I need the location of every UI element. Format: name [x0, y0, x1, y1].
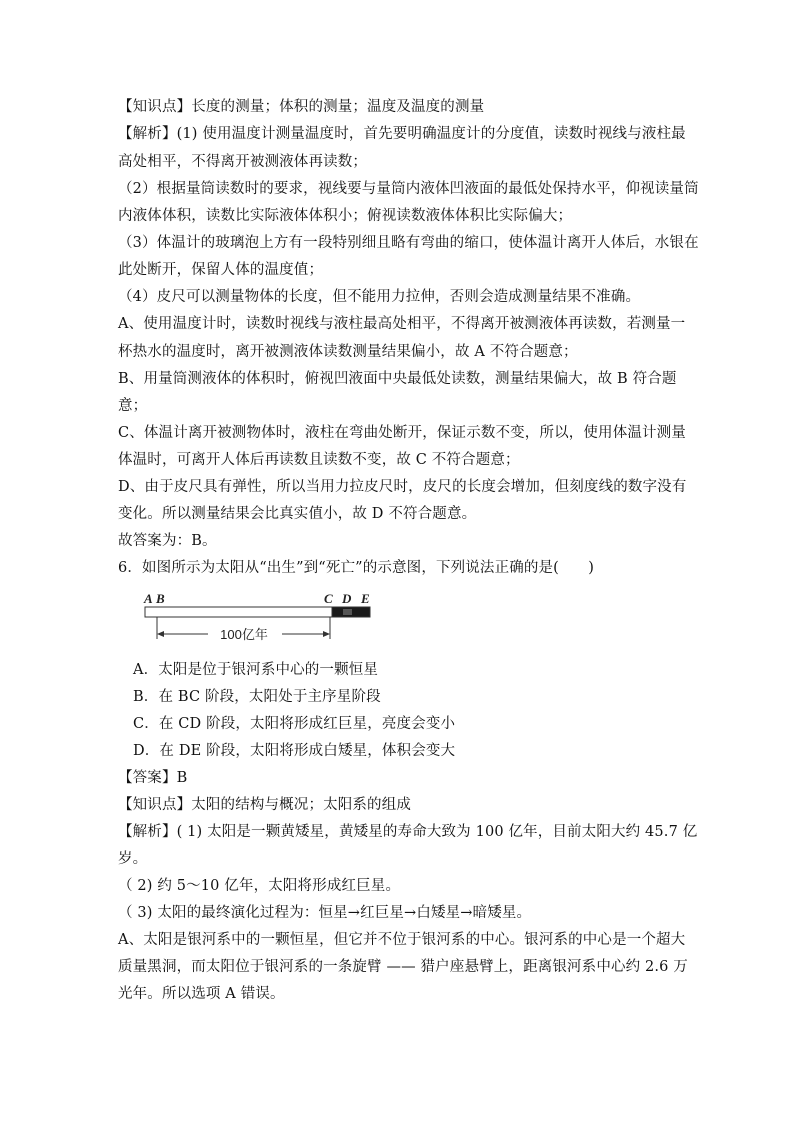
lifecycle-bar-dot — [343, 609, 352, 615]
analysis-line: C、体温计离开被测物体时，液柱在弯曲处断开，保证示数不变，所以，使用体温计测量 — [118, 425, 686, 441]
analysis-line: D、由于皮尺具有弹性，所以当用力拉皮尺时，皮尺的长度会增加，但刻度线的数字没有 — [118, 479, 687, 495]
sun-lifecycle-diagram — [140, 588, 380, 648]
analysis-line: （3）体温计的玻璃泡上方有一段特别细且略有弯曲的缩口，使体温计离开人体后，水银在 — [118, 235, 699, 251]
analysis-line: （2）根据量筒读数时的要求，视线要与量筒内液体凹液面的最低处保持水平，仰视读量筒 — [118, 181, 699, 197]
option-a: A．太阳是位于银河系中心的一颗恒星 — [133, 662, 379, 678]
label-c: C — [324, 591, 333, 606]
analysis-line: A、使用温度计时，读数时视线与液柱最高处相平，不得离开被测液体再读数，若测量一 — [118, 316, 686, 332]
option-d: D．在 DE 阶段，太阳将形成白矮星，体积会变大 — [133, 743, 456, 759]
analysis-line: 杯热水的温度时，离开被测液体读数测量结果偏小，故 A 不符合题意； — [118, 344, 578, 360]
lifecycle-bar-bc — [145, 607, 332, 617]
analysis-line: 【解析】(1) 使用温度计测量温度时，首先要明确温度计的分度值，读数时视线与液柱最 — [118, 126, 686, 142]
analysis-line: 此处断开，保留人体的温度值； — [118, 262, 324, 278]
final-answer-line: 故答案为：B。 — [118, 533, 217, 549]
analysis-line-2: （ 2) 约 5～10 亿年，太阳将形成红巨星。 — [118, 878, 401, 894]
analysis-line-2: 光年。所以选项 A 错误。 — [118, 986, 285, 1002]
analysis-line-2: （ 3) 太阳的最终演化过程为：恒星→红巨星→白矮星→暗矮星。 — [118, 905, 532, 921]
analysis-line-2: 质量黑洞，而太阳位于银河系的一条旋臂 —— 猎户座悬臂上，距离银河系中心约 2.6 万 — [118, 959, 688, 975]
span-label: 100亿年 — [220, 627, 268, 642]
analysis-line: 体温时，可离开人体后再读数且读数不变，故 C 不符合题意； — [118, 452, 520, 468]
analysis-line-2: A、太阳是银河系中的一颗恒星，但它并不位于银河系的中心。银河系的中心是一个超大 — [118, 932, 686, 948]
knowledge-point-line: 【知识点】长度的测量；体积的测量；温度及温度的测量 — [118, 99, 485, 115]
span-arrow-right — [323, 631, 330, 637]
label-d: D — [342, 591, 352, 606]
analysis-line-2: 【解析】( 1) 太阳是一颗黄矮星，黄矮星的寿命大致为 100 亿年，目前太阳大约 45.7 亿 — [118, 824, 698, 840]
analysis-line: （4）皮尺可以测量物体的长度，但不能用力拉伸，否则会造成测量结果不准确。 — [118, 289, 641, 305]
analysis-line: 高处相平，不得离开被测液体再读数； — [118, 154, 368, 170]
analysis-line: 意； — [118, 398, 148, 414]
analysis-line: 内液体体积，读数比实际液体体积小；俯视读数液体体积比实际偏大； — [118, 208, 573, 224]
label-b: B — [156, 591, 165, 606]
span-arrow-left — [157, 631, 164, 637]
analysis-line: 变化。所以测量结果会比真实值小，故 D 不符合题意。 — [118, 506, 477, 522]
label-e: E — [361, 591, 370, 606]
analysis-line: B、用量筒测液体的体积时，俯视凹液面中央最低处读数，测量结果偏大，故 B 符合题 — [118, 371, 677, 387]
option-c: C．在 CD 阶段，太阳将形成红巨星，亮度会变小 — [133, 716, 456, 732]
answer-line: 【答案】B — [118, 770, 188, 786]
option-b: B．在 BC 阶段，太阳处于主序星阶段 — [133, 689, 381, 705]
knowledge-point-line-2: 【知识点】太阳的结构与概况；太阳系的组成 — [118, 797, 411, 813]
question-6-stem: 6．如图所示为太阳从“出生”到“死亡”的示意图，下列说法正确的是( ) — [118, 560, 595, 576]
label-a: A — [144, 591, 153, 606]
analysis-line-2: 岁。 — [118, 851, 148, 867]
